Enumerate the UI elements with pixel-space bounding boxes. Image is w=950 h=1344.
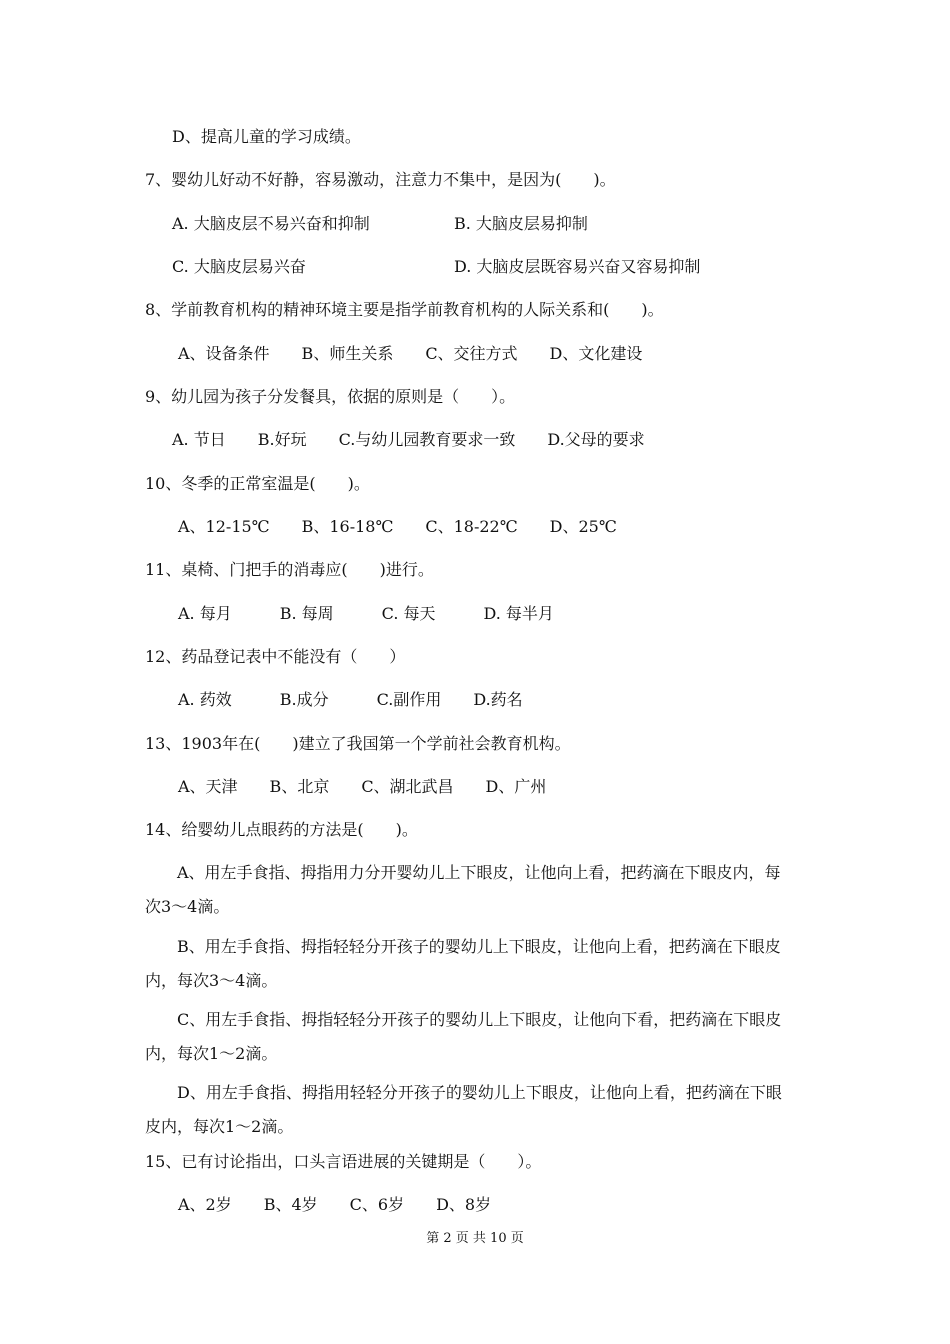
option-7a: A. 大脑皮层不易兴奋和抑制	[172, 214, 370, 233]
question-8: 8、学前教育机构的精神环境主要是指学前教育机构的人际关系和( )。	[145, 300, 664, 319]
option-14c: C、用左手食指、拇指轻轻分开孩子的婴幼儿上下眼皮，让他向下看，把药滴在下眼皮内，每次1～2滴。	[145, 1010, 782, 1063]
question-11: 11、桌椅、门把手的消毒应( )进行。	[145, 560, 434, 579]
option-14a: A、用左手食指、拇指用力分开婴幼儿上下眼皮，让他向上看，把药滴在下眼皮内，每次3～4滴。	[145, 863, 781, 916]
options-13: A、天津 B、北京 C、湖北武昌 D、广州	[178, 777, 547, 796]
option-7d: D. 大脑皮层既容易兴奋又容易抑制	[454, 257, 701, 276]
question-7: 7、婴幼儿好动不好静，容易激动，注意力不集中，是因为( )。	[145, 170, 616, 189]
options-15: A、2岁 B、4岁 C、6岁 D、8岁	[178, 1195, 492, 1214]
options-9: A. 节日 B.好玩 C.与幼儿园教育要求一致 D.父母的要求	[172, 430, 645, 449]
options-12: A. 药效 B.成分 C.副作用 D.药名	[178, 690, 523, 709]
options-10: A、12-15℃ B、16-18℃ C、18-22℃ D、25℃	[178, 517, 617, 536]
line-6d: D、提高儿童的学习成绩。	[172, 127, 361, 146]
question-14: 14、给婴幼儿点眼药的方法是( )。	[145, 820, 418, 839]
question-12: 12、药品登记表中不能没有（ ）	[145, 647, 406, 666]
option-7b: B. 大脑皮层易抑制	[454, 214, 588, 233]
options-11: A. 每月 B. 每周 C. 每天 D. 每半月	[178, 604, 554, 623]
question-13: 13、1903年在( )建立了我国第一个学前社会教育机构。	[145, 734, 571, 753]
option-14d: D、用左手食指、拇指用轻轻分开孩子的婴幼儿上下眼皮，让他向上看，把药滴在下眼皮内，每次1～2滴。	[145, 1083, 782, 1136]
question-10: 10、冬季的正常室温是( )。	[145, 474, 370, 493]
options-8: A、设备条件 B、师生关系 C、交往方式 D、文化建设	[178, 344, 643, 363]
question-9: 9、幼儿园为孩子分发餐具，依据的原则是（ ）。	[145, 387, 516, 406]
option-14b: B、用左手食指、拇指轻轻分开孩子的婴幼儿上下眼皮，让他向上看，把药滴在下眼皮内，每次3～4滴。	[145, 937, 781, 990]
option-7c: C. 大脑皮层易兴奋	[172, 257, 306, 276]
page-footer: 第 2 页 共 10 页	[426, 1231, 524, 1246]
question-15: 15、已有讨论指出，口头言语进展的关键期是（ ）。	[145, 1152, 542, 1171]
